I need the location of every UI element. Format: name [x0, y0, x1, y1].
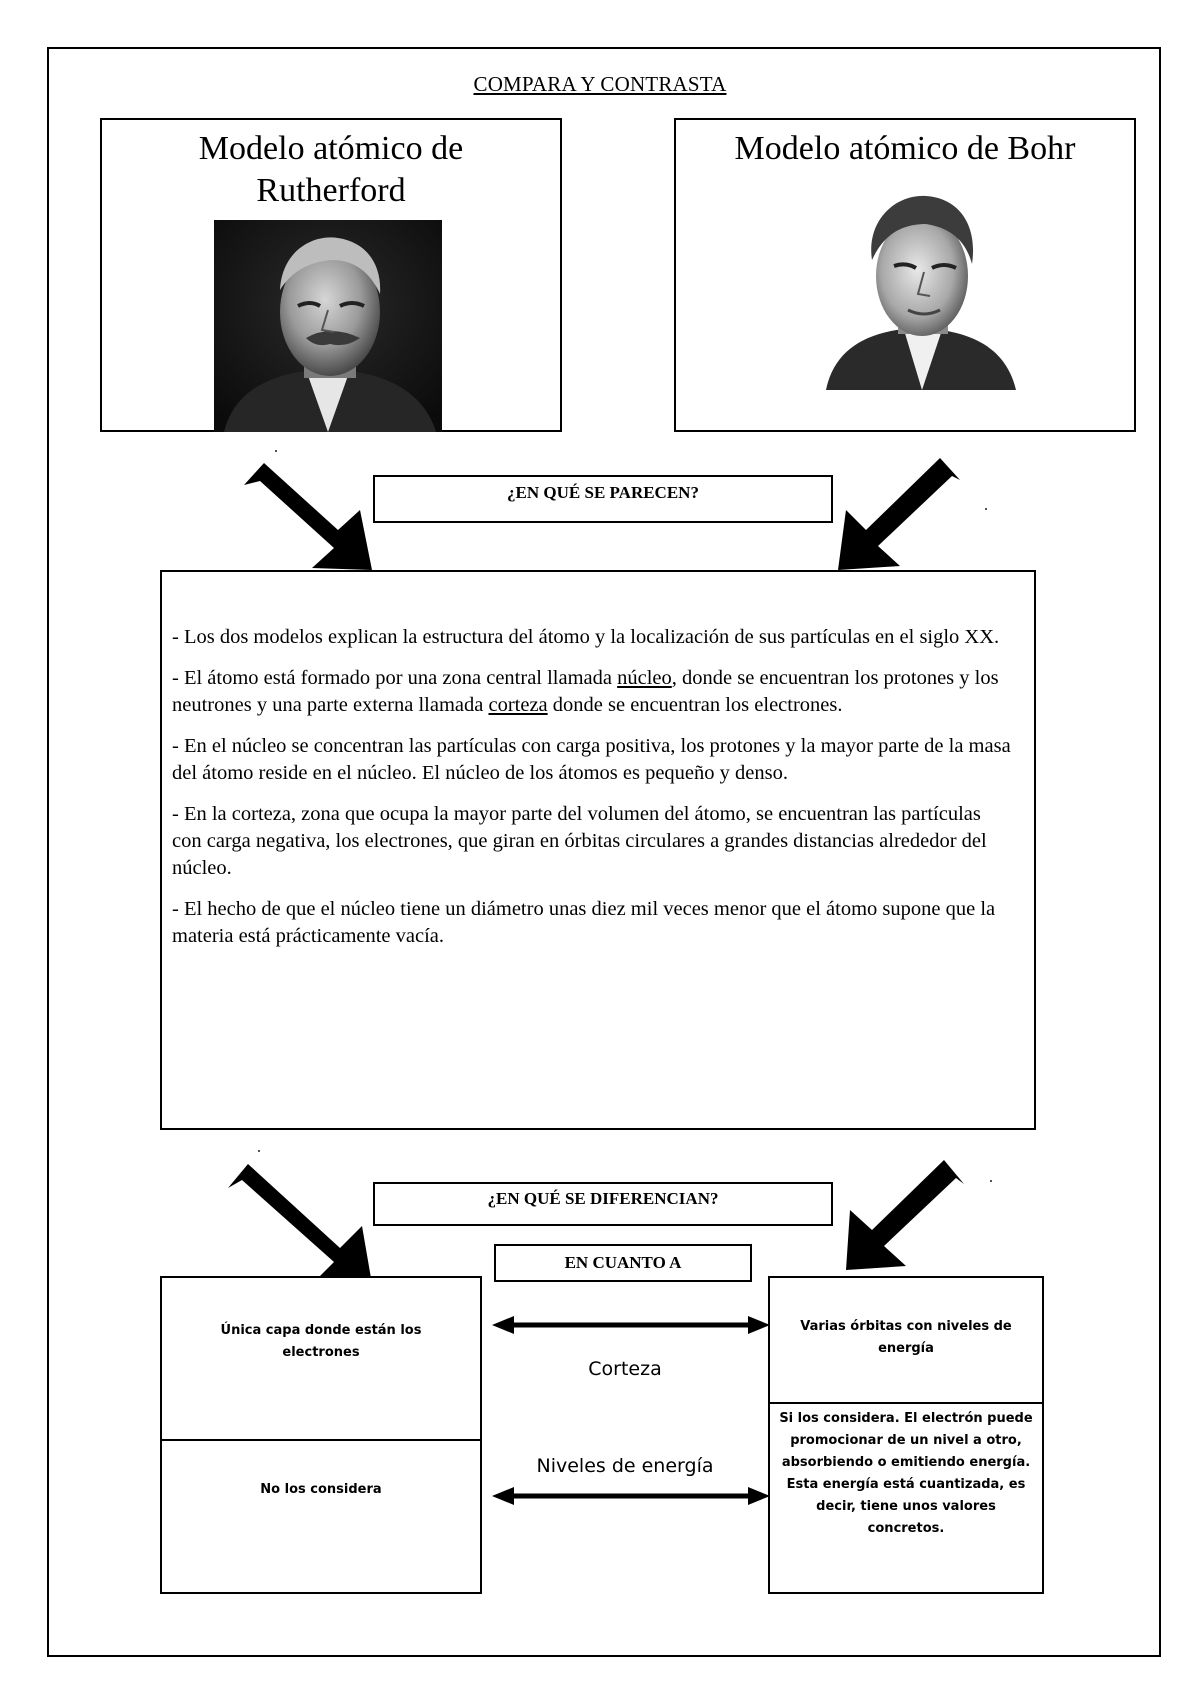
rutherford-corteza-text: Única capa donde están los electrones: [220, 1323, 422, 1360]
similarity-text: donde se encuentran los electrones.: [547, 694, 843, 716]
criteria-heading-text: EN CUANTO A: [564, 1253, 682, 1272]
rutherford-niveles-cell: [160, 1439, 482, 1594]
similarity-paragraph: - En el núcleo se concentran las partículas con carga positiva, los protones y la mayor parte de la masa del átomo reside en el núcleo. El núcleo de los átomos es pequeño y denso.: [172, 735, 1011, 784]
criterion-corteza: Corteza: [588, 1358, 662, 1380]
rutherford-niveles-text: No los considera: [260, 1482, 382, 1497]
criterion-niveles: Niveles de energía: [536, 1455, 714, 1477]
similarity-paragraph: - Los dos modelos explican la estructura del átomo y la localización de sus partículas en el siglo XX.: [172, 626, 1000, 648]
arrow-right-top-icon: [838, 458, 960, 570]
similarities-heading: [373, 475, 833, 523]
bohr-title: Modelo atómico de Bohr: [734, 130, 1076, 167]
term-corteza: corteza: [488, 694, 548, 716]
similarities-heading-text: ¿EN QUÉ SE PARECEN?: [507, 483, 699, 502]
rutherford-corteza-cell: [160, 1276, 482, 1441]
differences-heading-text: ¿EN QUÉ SE DIFERENCIAN?: [487, 1189, 719, 1208]
similarity-paragraph: - El hecho de que el núcleo tiene un diámetro unas diez mil veces menor que el átomo supone que la materia está prácticamente vacía.: [172, 898, 996, 947]
bohr-corteza-cell: [768, 1276, 1044, 1404]
similarity-paragraph: [172, 665, 1014, 719]
arrow-left-bottom-icon: [228, 1164, 372, 1284]
arrow-right-bottom-icon: [846, 1160, 964, 1270]
similarities-box: [160, 570, 1036, 1130]
similarity-text: , donde se encuentran los protones y los neutrones y una parte externa llamada: [172, 667, 999, 716]
double-arrow-niveles-icon: [492, 1487, 770, 1505]
page-title: COMPARA Y CONTRASTA: [473, 72, 727, 96]
rutherford-title: Modelo atómico de Rutherford: [198, 130, 464, 209]
arrow-left-top-icon: [244, 463, 372, 570]
bohr-niveles-text: Si los considera. El electrón puede promocionar de un nivel a otro, absorbiendo o emitiendo energía. Esta energía está cuantizada, es decir, tiene unos valores concretos.: [779, 1411, 1033, 1536]
double-arrow-corteza-icon: [492, 1316, 770, 1334]
bohr-niveles-cell: [768, 1402, 1044, 1594]
term-nucleo: núcleo: [617, 667, 672, 689]
criteria-heading: [494, 1244, 752, 1282]
similarity-text: - El átomo está formado por una zona central llamada: [172, 667, 618, 689]
bohr-corteza-text: Varias órbitas con niveles de energía: [800, 1319, 1012, 1356]
similarity-paragraph: - En la corteza, zona que ocupa la mayor parte del volumen del átomo, se encuentran las partículas con carga negativa, los electrones, que giran en órbitas circulares a grandes distancias alrededor del núcleo.: [172, 803, 987, 879]
differences-heading: [373, 1182, 833, 1226]
